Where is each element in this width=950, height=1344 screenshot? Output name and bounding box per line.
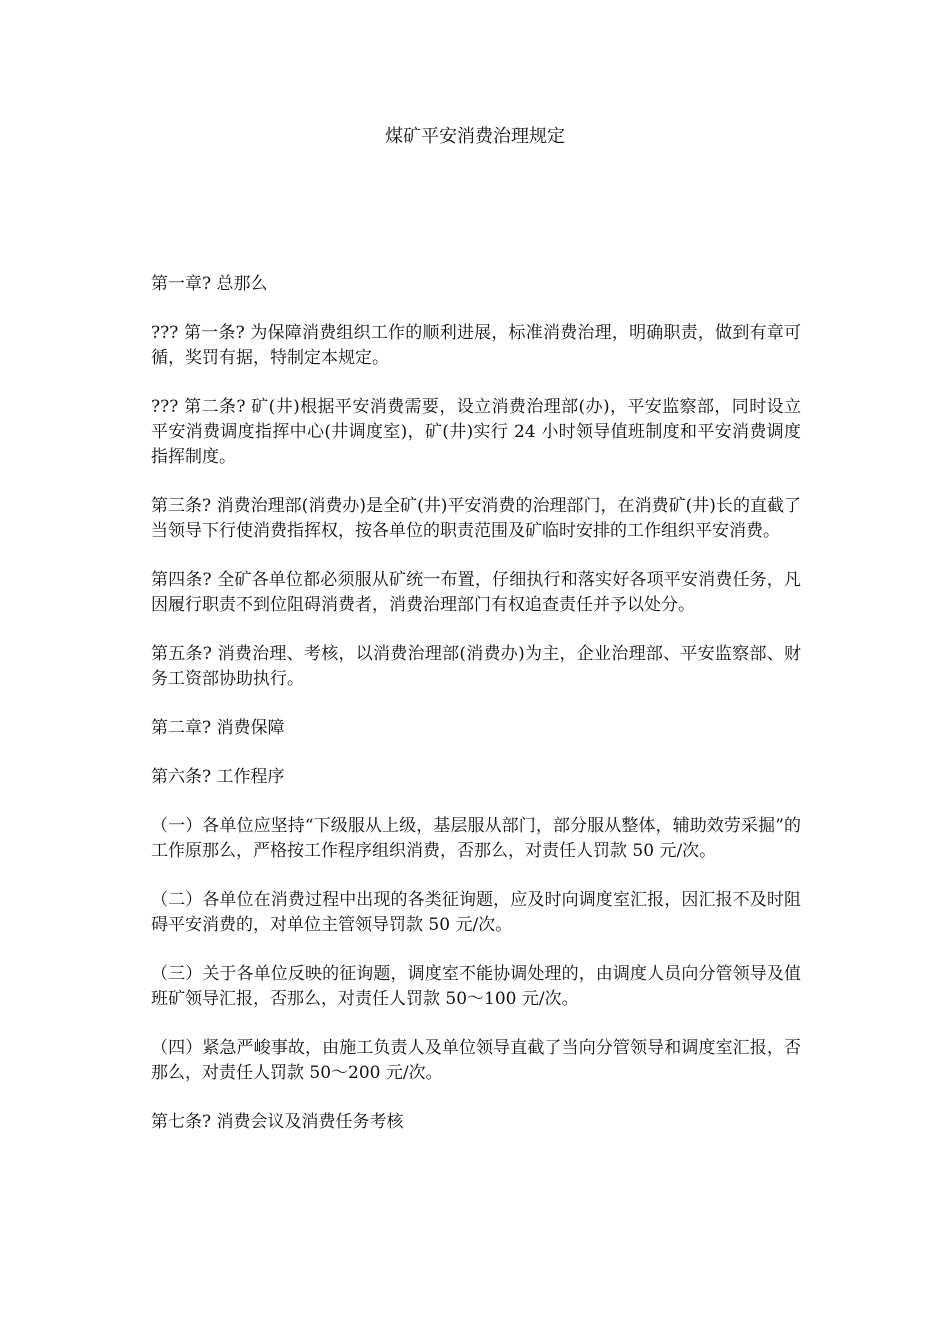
article-6-item-1: （一）各单位应坚持“下级服从上级，基层服从部门，部分服从整体，辅助效劳采掘”的工作原那么，严格按工作程序组织消费，否那么，对责任人罚款 50 元/次。 <box>151 816 801 861</box>
article-6-item-2: （二）各单位在消费过程中出现的各类征询题，应及时向调度室汇报，因汇报不及时阻碍平安消费的，对单位主管领导罚款 50 元/次。 <box>151 890 801 935</box>
article-1: ??? 第一条? 为保障消费组织工作的顺利进展，标准消费治理，明确职责，做到有章可循，奖罚有据，特制定本规定。 <box>151 323 801 368</box>
article-5: 第五条? 消费治理、考核，以消费治理部(消费办)为主，企业治理部、平安监察部、财务工资部协助执行。 <box>151 644 801 689</box>
document-body <box>151 272 801 1159</box>
article-7: 第七条? 消费会议及消费任务考核 <box>151 1112 404 1132</box>
article-3: 第三条? 消费治理部(消费办)是全矿(井)平安消费的治理部门，在消费矿(井)长的直截了当领导下行使消费指挥权，按各单位的职责范围及矿临时安排的工作组织平安消费。 <box>151 496 801 541</box>
article-6: 第六条? 工作程序 <box>151 767 285 787</box>
article-2: ??? 第二条? 矿(井)根据平安消费需要，设立消费治理部(办)，平安监察部，同时设立平安消费调度指挥中心(井调度室)，矿(井)实行 24 小时领导值班制度和平安消费调度指挥制度。 <box>151 397 801 467</box>
article-6-item-3: （三）关于各单位反映的征询题，调度室不能协调处理的，由调度人员向分管领导及值班矿领导汇报，否那么，对责任人罚款 50～100 元/次。 <box>151 964 801 1009</box>
chapter-heading-2: 第二章? 消费保障 <box>151 718 285 738</box>
article-6-item-4: （四）紧急严峻事故，由施工负责人及单位领导直截了当向分管领导和调度室汇报，否那么，对责任人罚款 50～200 元/次。 <box>151 1038 801 1083</box>
chapter-heading-1: 第一章? 总那么 <box>151 274 268 294</box>
document-title: 煤矿平安消费治理规定 <box>385 126 565 147</box>
article-4: 第四条? 全矿各单位都必须服从矿统一布置，仔细执行和落实好各项平安消费任务，凡因履行职责不到位阻碍消费者，消费治理部门有权追查责任并予以处分。 <box>151 570 801 615</box>
